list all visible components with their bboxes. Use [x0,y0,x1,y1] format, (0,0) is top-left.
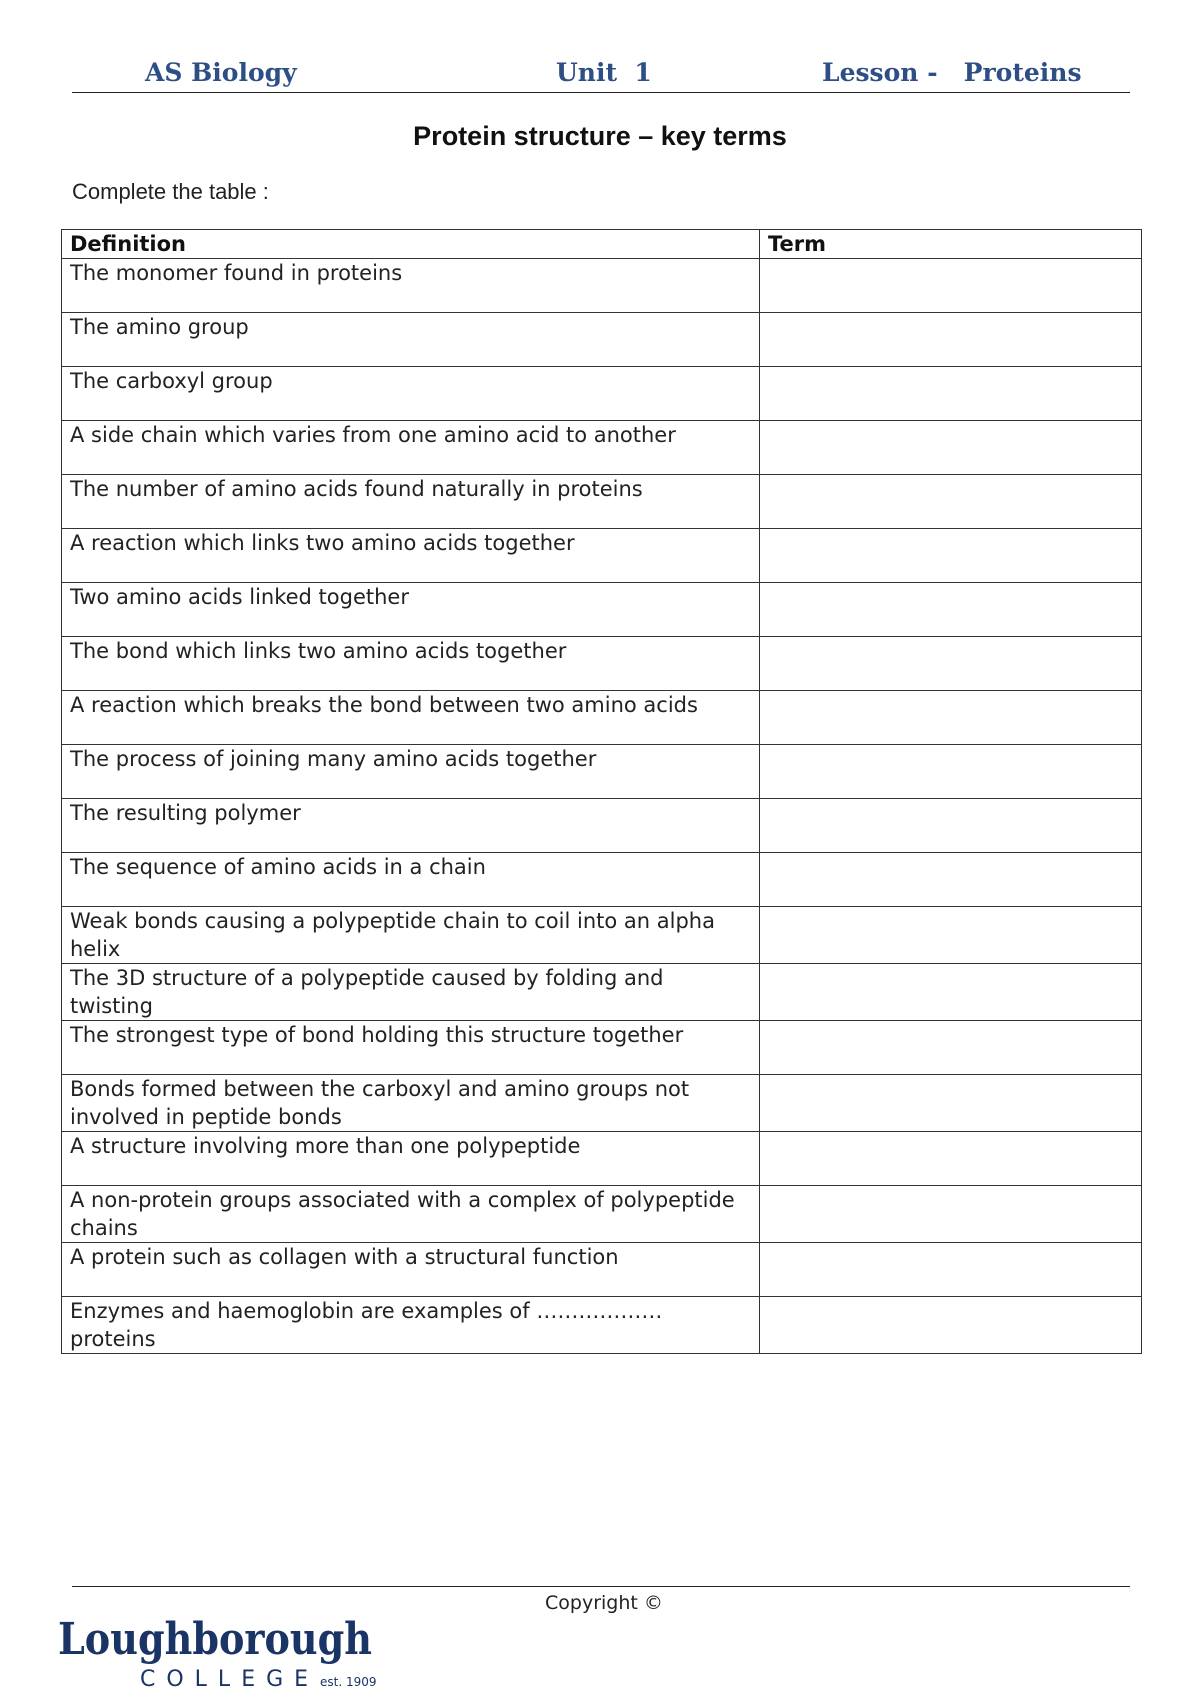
table-row [62,745,1142,799]
column-header-definition: Definition [62,230,760,259]
logo-name: Loughborough [58,1614,372,1665]
definition-cell: The bond which links two amino acids together [62,637,760,691]
table-row [62,637,1142,691]
table-row [62,691,1142,745]
page-header [72,56,1130,93]
table-row [62,421,1142,475]
table-row [62,1021,1142,1075]
table-row [62,475,1142,529]
definition-cell: Bonds formed between the carboxyl and amino groups not involved in peptide bonds [62,1075,760,1132]
term-answer-cell[interactable] [760,421,1142,475]
table-row [62,259,1142,313]
header-lesson: Lesson - Proteins [822,58,1082,87]
term-answer-cell[interactable] [760,1243,1142,1297]
term-answer-cell[interactable] [760,745,1142,799]
term-answer-cell[interactable] [760,1297,1142,1354]
definition-cell: A non-protein groups associated with a complex of polypeptide chains [62,1186,760,1243]
header-unit: Unit 1 [556,58,652,87]
logo-est: est. 1909 [320,1675,377,1689]
definition-cell: A reaction which links two amino acids together [62,529,760,583]
table-row [62,313,1142,367]
table-row [62,529,1142,583]
page-title: Protein structure – key terms [413,121,787,151]
table-row [62,583,1142,637]
term-answer-cell[interactable] [760,691,1142,745]
definition-cell: A protein such as collagen with a structural function [62,1243,760,1297]
table-row [62,367,1142,421]
table-row [62,1243,1142,1297]
table-row [62,853,1142,907]
definition-cell: A structure involving more than one polypeptide [62,1132,760,1186]
term-answer-cell[interactable] [760,1132,1142,1186]
term-answer-cell[interactable] [760,637,1142,691]
instruction-text: Complete the table : [72,179,269,204]
term-answer-cell[interactable] [760,1021,1142,1075]
definition-cell: The strongest type of bond holding this structure together [62,1021,760,1075]
table-row [62,1186,1142,1243]
logo-sub: COLLEGE [140,1667,320,1692]
college-logo [58,1612,418,1692]
table-row [62,907,1142,964]
definition-cell: Two amino acids linked together [62,583,760,637]
term-answer-cell[interactable] [760,259,1142,313]
definition-cell: The amino group [62,313,760,367]
definition-cell: The process of joining many amino acids together [62,745,760,799]
definition-cell: The number of amino acids found naturally in proteins [62,475,760,529]
header-subject: AS Biology [145,58,297,87]
term-answer-cell[interactable] [760,853,1142,907]
term-answer-cell[interactable] [760,583,1142,637]
term-answer-cell[interactable] [760,907,1142,964]
term-answer-cell[interactable] [760,799,1142,853]
table-row [62,799,1142,853]
definition-cell: A reaction which breaks the bond between two amino acids [62,691,760,745]
definition-cell: The monomer found in proteins [62,259,760,313]
definition-cell: The carboxyl group [62,367,760,421]
term-answer-cell[interactable] [760,1075,1142,1132]
copyright-text: Copyright © [545,1592,663,1614]
definition-cell: The resulting polymer [62,799,760,853]
footer-divider [72,1586,1130,1587]
definition-cell: Weak bonds causing a polypeptide chain to coil into an alpha helix [62,907,760,964]
definition-cell: The sequence of amino acids in a chain [62,853,760,907]
column-header-term: Term [760,230,1142,259]
key-terms-table [61,229,1142,1354]
term-answer-cell[interactable] [760,529,1142,583]
term-answer-cell[interactable] [760,367,1142,421]
definition-cell: Enzymes and haemoglobin are examples of ……………… proteins [62,1297,760,1354]
table-row [62,964,1142,1021]
definition-cell: The 3D structure of a polypeptide caused by folding and twisting [62,964,760,1021]
term-answer-cell[interactable] [760,1186,1142,1243]
term-answer-cell[interactable] [760,313,1142,367]
table-row [62,1075,1142,1132]
term-answer-cell[interactable] [760,964,1142,1021]
table-header-row [62,230,1142,259]
table-row [62,1132,1142,1186]
term-answer-cell[interactable] [760,475,1142,529]
definition-cell: A side chain which varies from one amino acid to another [62,421,760,475]
table-row [62,1297,1142,1354]
